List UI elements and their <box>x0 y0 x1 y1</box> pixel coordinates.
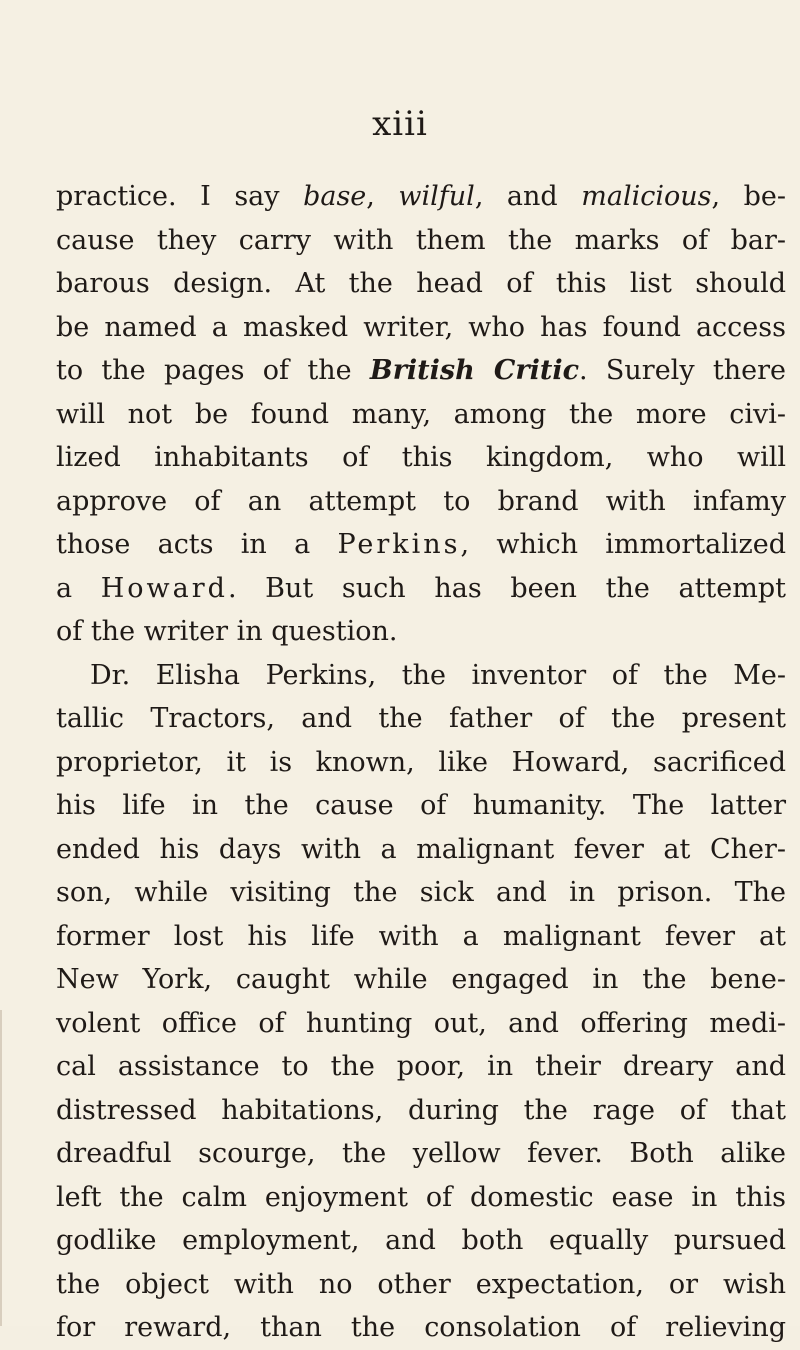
text-line: proprietor, it is known, like Howard, sacrificed <box>56 746 786 778</box>
text-line: the object with no other expectation, or wish <box>56 1268 786 1300</box>
line-text: a <box>56 572 101 604</box>
line-text: , be- <box>711 181 786 212</box>
text-line: cause they carry with them the marks of bar- <box>56 224 786 256</box>
name-perkins: Perkins <box>337 529 461 560</box>
text-line: be named a masked writer, who has found access <box>56 311 786 343</box>
text-line: distressed habitations, during the rage of that <box>56 1094 786 1126</box>
text-line: Dr. Elisha Perkins, the inventor of the Me- <box>90 659 786 691</box>
text-line: barous design. At the head of this list should <box>56 268 786 299</box>
line-text: , which immortalized <box>460 529 786 560</box>
line-text: . But such has been the attempt <box>227 572 786 604</box>
text-line: left the calm enjoyment of domestic ease in this <box>56 1181 786 1213</box>
line-text: , <box>366 181 399 212</box>
publication-title: British Critic <box>369 355 580 386</box>
emphasis-wilful: wilful <box>398 181 475 212</box>
text-line <box>56 349 786 393</box>
line-text: to the pages of the <box>56 355 370 386</box>
text-line: approve of an attempt to brand with infamy <box>56 485 786 517</box>
text-line <box>56 567 786 611</box>
text-line: will not be found many, among the more civi- <box>56 398 786 430</box>
line-text: practice. I say <box>56 181 304 212</box>
emphasis-base: base <box>303 181 367 212</box>
page-edge-shadow <box>0 1010 2 1326</box>
text-line: cal assistance to the poor, in their dreary and <box>56 1051 786 1082</box>
text-line: New York, caught while engaged in the bene- <box>56 964 786 995</box>
emphasis-malicious: malicious <box>581 181 712 212</box>
text-line: lized inhabitants of this kingdom, who will <box>56 442 786 473</box>
text-line: tallic Tractors, and the father of the present <box>56 703 786 734</box>
text-line <box>56 523 786 567</box>
text-line: son, while visiting the sick and in prison. The <box>56 877 786 908</box>
line-text: those acts in a <box>56 529 338 560</box>
text-line: volent office of hunting out, and offering medi- <box>56 1007 786 1039</box>
text-line: for reward, than the consolation of relieving <box>56 1312 786 1343</box>
line-text: . Surely there <box>579 355 786 386</box>
text-line: of the writer in question. <box>56 616 398 647</box>
body-text <box>56 175 786 1350</box>
text-line: former lost his life with a malignant fever at <box>56 920 786 952</box>
text-line <box>56 175 786 219</box>
line-text: , and <box>474 181 582 212</box>
page-number: xiii <box>372 104 428 144</box>
text-line: ended his days with a malignant fever at Cher- <box>56 833 786 865</box>
name-howard: Howard <box>100 572 228 604</box>
text-line: dreadful scourge, the yellow fever. Both alike <box>56 1138 786 1169</box>
text-line: his life in the cause of humanity. The latter <box>56 790 786 821</box>
text-line: godlike employment, and both equally pursued <box>56 1225 786 1256</box>
